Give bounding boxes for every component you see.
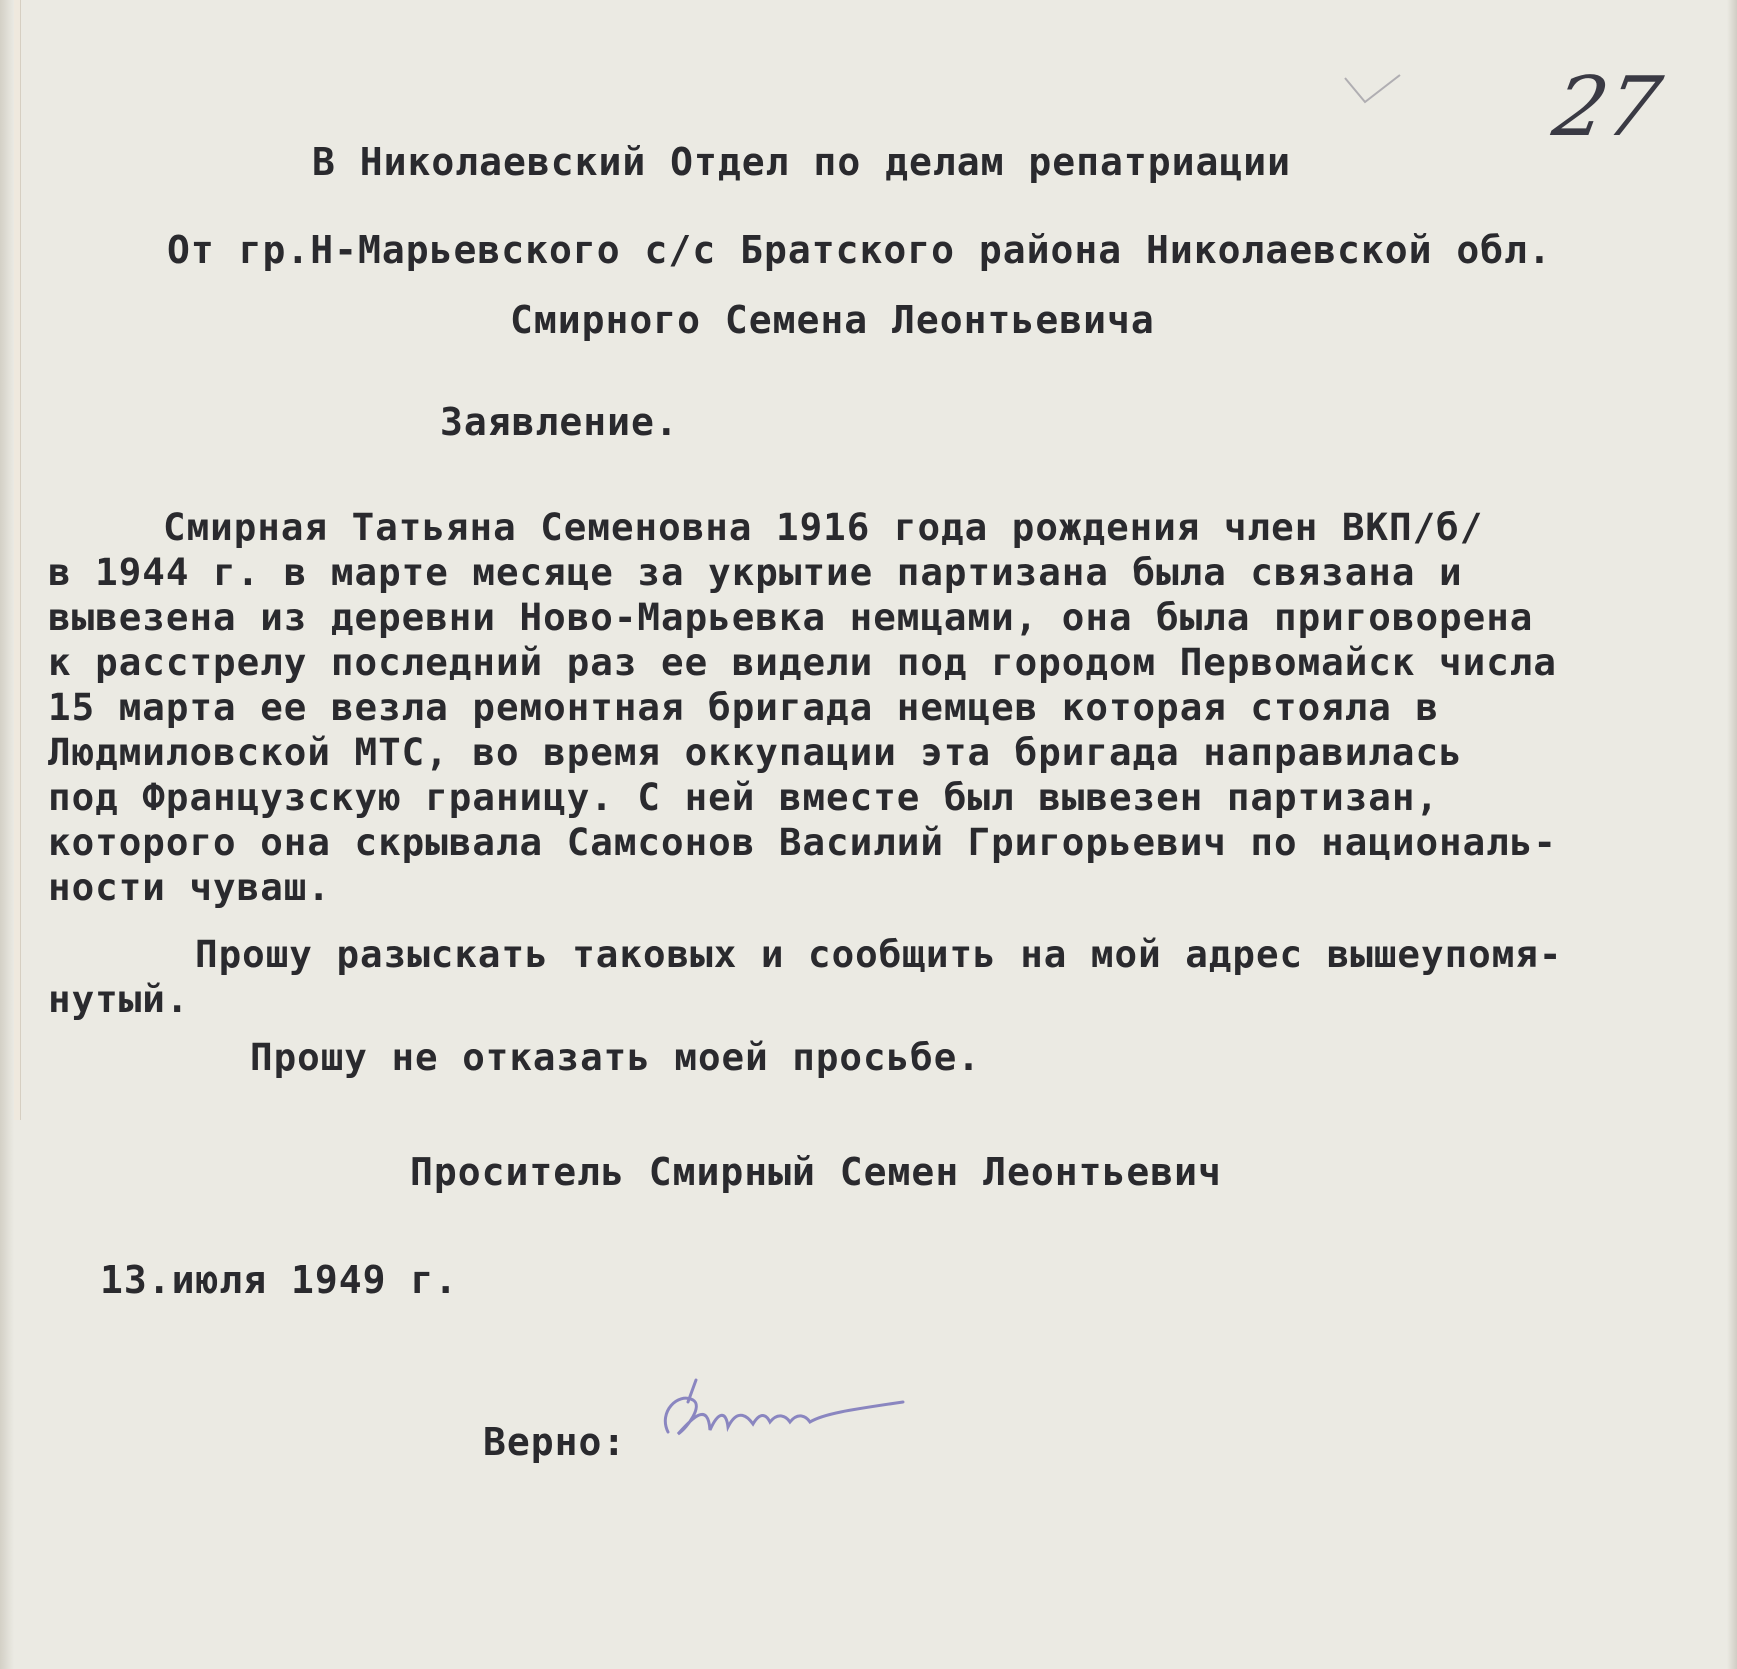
body-line: 15 марта ее везла ремонтная бригада немцев которая стояла в <box>48 685 1440 729</box>
petitioner-signature-line: Проситель Смирный Семен Леонтьевич <box>410 1150 1222 1194</box>
document-date: 13.июля 1949 г. <box>100 1258 459 1302</box>
body-line: Смирная Татьяна Семеновна 1916 года рождения член ВКП/б/ <box>163 505 1484 549</box>
body-line: Людмиловской МТС, во время оккупации эта бригада направилась <box>48 730 1463 774</box>
addressee-line: В Николаевский Отдел по делам репатриации <box>312 140 1291 184</box>
request-line: нутый. <box>48 977 190 1021</box>
body-line: под Французскую границу. С ней вместе был вывезен партизан, <box>48 775 1440 819</box>
plea-line: Прошу не отказать моей просьбе. <box>250 1035 981 1079</box>
pencil-mark-icon <box>1340 70 1420 110</box>
body-line: которого она скрывала Самсонов Василий Григорьевич по националь- <box>48 820 1557 864</box>
request-line: Прошу разыскать таковых и сообщить на мой адрес вышеупомя- <box>195 932 1563 976</box>
body-line: вывезена из деревни Ново-Марьевка немцами, она была приговорена <box>48 595 1534 639</box>
body-line: ности чуваш. <box>48 865 331 909</box>
sender-line-2: Смирного Семена Леонтьевича <box>510 298 1155 342</box>
body-line: к расстрелу последний раз ее видели под городом Первомайск числа <box>48 640 1557 684</box>
page-number: 27 <box>1546 60 1668 155</box>
page-left-edge-shadow <box>0 0 14 1669</box>
page-right-edge-shadow <box>1727 0 1737 1669</box>
document-title: Заявление. <box>440 400 679 444</box>
sender-line-1: От гр.Н-Марьевского с/с Братского района Николаевской обл. <box>167 228 1552 272</box>
body-line: в 1944 г. в марте месяце за укрытие партизана была связана и <box>48 550 1463 594</box>
handwritten-signature-icon <box>648 1372 1008 1462</box>
verified-label: Верно: <box>483 1420 627 1464</box>
